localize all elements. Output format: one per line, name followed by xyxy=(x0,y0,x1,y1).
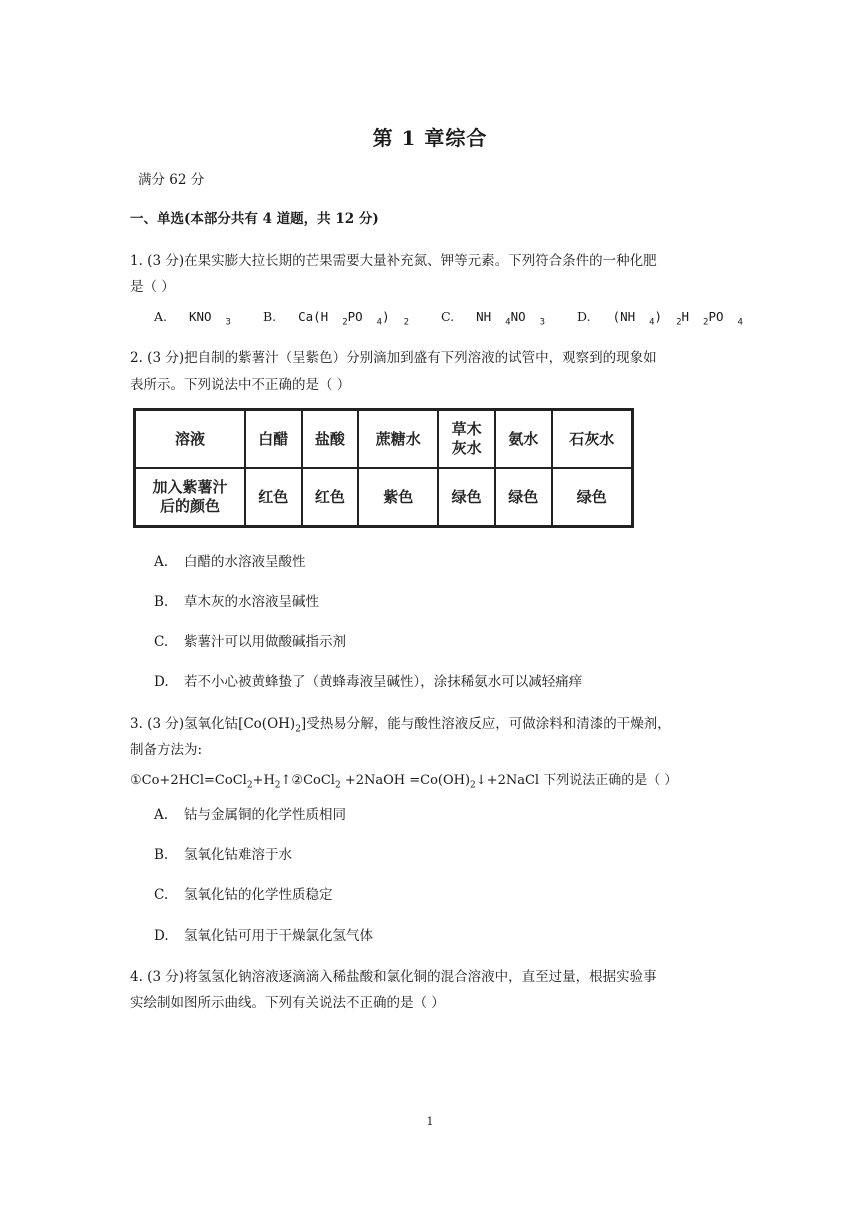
q3-option-c: C. 氢氧化钴的化学性质稳定 xyxy=(154,887,333,903)
table-cell: 紫色 xyxy=(358,468,438,527)
q2-stem-line2: 表所示。下列说法中不正确的是（ ） xyxy=(130,377,351,393)
table-col-name: 蔗糖水 xyxy=(358,410,438,469)
table-cell: 红色 xyxy=(302,468,359,527)
table-col-name: 白醋 xyxy=(245,410,302,469)
q4-stem-line1: 4. (3 分)将氢氢化钠溶液逐滴滴入稀盐酸和氯化铜的混合溶液中，直至过量，根据实验事 xyxy=(130,969,657,985)
table-cell: 绿色 xyxy=(495,468,552,527)
score-text: 满分 62 分 xyxy=(138,172,205,188)
q1-option-a: A. KNO $_3$ xyxy=(154,309,231,328)
table-cell: 红色 xyxy=(245,468,302,527)
q3-stem-line2: 制备方法为: xyxy=(130,742,203,758)
table-col-name: 草木 灰水 xyxy=(438,410,495,469)
q2-stem-line1: 2. (3 分)把自制的紫薯汁（呈紫色）分别滴加到盛有下列溶液的试管中，观察到的现象如 xyxy=(130,350,657,366)
q2-option-a: A. 白醋的水溶液呈酸性 xyxy=(154,554,306,570)
q3-stem-line1: 3. (3 分)氢氧化钴$[Co(OH)_2]$受热易分解，能与酸性溶液反应，可做涂料和清漆的干燥剂， xyxy=(130,716,671,735)
table-color-row xyxy=(135,468,633,527)
q2-option-d: D. 若不小心被黄蜂蛰了（黄蜂毒液呈碱性），涂抹稀氨水可以减轻痛痒 xyxy=(154,674,583,690)
table-col-name: 盐酸 xyxy=(302,410,359,469)
q4-stem-line2: 实绘制如图所示曲线。下列有关说法不正确的是（ ） xyxy=(130,995,445,1011)
q3-option-d: D. 氢氧化钴可用于干燥氯化氢气体 xyxy=(154,928,373,944)
section-heading: 一、单选(本部分共有 4 道题，共 12 分) xyxy=(130,211,379,227)
q2-option-c: C. 紫薯汁可以用做酸碱指示剂 xyxy=(154,634,346,650)
table-cell: 绿色 xyxy=(438,468,495,527)
table-cell: 绿色 xyxy=(552,468,633,527)
q2-option-b: B. 草木灰的水溶液呈碱性 xyxy=(154,594,319,610)
q3-equation: $①Co+2HCl=CoCl_2+H_2↑②CoCl_2$ +2NaOH $=Co(OH)_2↓+2NaCl$ 下列说法正确的是（ ） xyxy=(130,773,678,791)
table-row-label: 加入紫薯汁 后的颜色 xyxy=(135,468,246,527)
q1-option-c: C. NH $_4$NO $_3$ xyxy=(441,309,546,328)
table-col-name: 氨水 xyxy=(495,410,552,469)
q3-option-b: B. 氢氧化钴难溶于水 xyxy=(154,847,292,863)
q1-stem-line1: 1. (3 分)在果实膨大拉长期的芒果需要大量补充氮、钾等元素。下列符合条件的一种化肥 xyxy=(130,253,657,269)
q3-option-a: A. 钴与金属铜的化学性质相同 xyxy=(154,807,346,823)
table-col-name: 石灰水 xyxy=(552,410,633,469)
page-number: 1 xyxy=(426,1115,434,1128)
q1-stem-line2: 是（ ） xyxy=(130,279,175,295)
q1-option-b: B. Ca(H $_2$PO $_4$) $_2$ xyxy=(262,309,410,328)
table-header-label: 溶液 xyxy=(135,410,246,469)
page-title: 第 1 章综合 xyxy=(372,126,488,150)
q1-option-d: D. (NH $_4$) $_2$H $_2$PO $_4$ xyxy=(577,309,743,328)
q1-options xyxy=(154,309,771,328)
table-header-row xyxy=(135,410,633,469)
indicator-table xyxy=(133,408,634,528)
